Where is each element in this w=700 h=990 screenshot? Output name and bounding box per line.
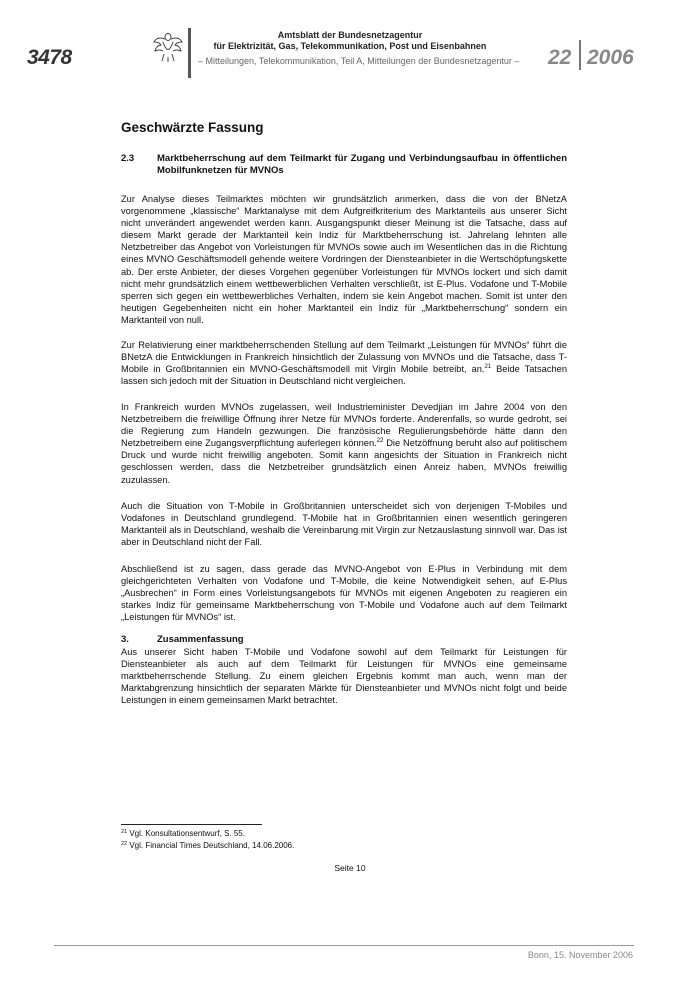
journal-subtitle: für Elektrizität, Gas, Telekommunikation, Post und Eisenbahnen (213, 41, 487, 51)
footer-date: Bonn, 15. November 2006 (527, 950, 633, 960)
paragraph-3 (121, 401, 567, 486)
footnote-22 (121, 841, 294, 850)
paragraph-3-text-b: Die Netzöffnung beruht also auf politischem Druck und wurde nicht freiwillig angeboten. Somit kann angesichts der Situation in Frankreich nicht geschlossen werden, dass die Netzbetreiber grundsätzlich einen Anreiz haben, MVNOs freiwillig zuzulassen. (121, 438, 567, 485)
paragraph-4: Auch die Situation von T-Mobile in Großbritannien unterscheidet sich von derjenigen T-Mobiles und Vodafones in Deutschland grundlegend. T-Mobile hat in Großbritannien einen wesentlich geringeren Marktanteil als in Deutschland, weshalb die Vereinbarung mit Virgin zur Netzauslastung sinnvoll war. Das ist aber in Deutschland nicht der Fall. (121, 501, 567, 548)
footnote-number: 21 (121, 829, 128, 835)
paragraph-2-text-a: Zur Relativierung einer marktbeherrschenden Stellung auf dem Teilmarkt „Leistungen für MVNOs“ führt die BNetzA die Entwicklungen in Frankreich hinsichtlich der Zulassung von MVNOs und die Tatsache, dass T-Mobile in Großbritannien ein MVNO-Geschäftsmodell mit Virgin Mobile betreibt, an. (121, 340, 567, 375)
footnote-21 (121, 829, 245, 838)
header-divider-right (579, 40, 581, 70)
paragraph-3-text-a: In Frankreich wurden MVNOs zugelassen, weil Industrieminister Devedjian im Jahre 2004 von den Netzbetreibern die freiwillige Öffnung ihrer Netze für MVNOs forderte. Anderenfalls, so wurde gedroht, sei die Regierung zum Handeln gezwungen. Die französische Regulierungsbehörde hätte dann den Netzbetreibern eine Zugangsverpflichtung auferlegen können. (121, 402, 567, 449)
footer-divider (54, 945, 634, 946)
paragraph-5: Abschließend ist zu sagen, dass gerade das MVNO-Angebot von E-Plus in Verbindung mit dem gleichgerichteten Verhalten von Vodafone und T-Mobile, die keine Notwendigkeit sehen, auf E-Plus „Ausbrechen“ in Form eines Vorleistungsangebots für MVNOs mit eigenen Angeboten zu reagieren ein starkes Indiz für gemeinsame Marktbeherrschung von T-Mobile und Vodafone auch auf dem Teilmarkt „Leistungen für MVNOs“ ist. (121, 564, 567, 623)
paragraph-1: Zur Analyse dieses Teilmarktes möchten wir grundsätzlich anmerken, dass die von der BNetzA vorgenommene „klassische“ Marktanalyse mit dem Aufgreifkriterium des Marktanteils aus unserer Sicht nicht unverändert angewendet werden kann. Ausgangspunkt dieser Meinung ist die Tatsache, dass auf diesem Markt gerade der Marktanteil kein Indiz für Marktbeherrschung ist. Jahrelang lehnten alle Netzbetreiber das Angebot von Vorleistungen für MVNOs sowie auch im Wesentlichen das in die Richtung eines MVNO Geschäftsmodell gehende weitere Vordringen der Diensteanbieter in die Wertschöpfungskette ab. Der erste Anbieter, der dieses Vorgehen gegenüber Vorleistungen für MVNOs lockert und sich damit nicht mehr grundsätzlich einem wettbewerblichen Verhalten verschließt, ist E-Plus. Vodafone und T-Mobile sperren sich gegen ein wettbewerbliches Verhalten, indem sie kein Angebot machen. Somit ist unter den heutigen Gegebenheiten nicht ein hoher Marktanteil ein Indiz für „Marktbeherrschung“ sondern ein Marktanteil von null. (121, 194, 567, 325)
paragraph-6: Aus unserer Sicht haben T-Mobile und Vodafone sowohl auf dem Teilmarkt für Leistungen für Diensteanbieter als auch auf dem Teilmarkt für Leistungen für MVNOs eine gemeinsame marktbeherrschende Stellung. Zu einem gleichen Ergebnis kommt man auch, wenn man der Marktabgrenzung hinsichtlich der separaten Märkte für Diensteanbieter und MVNOs nicht folgt und beide Leistungen in einem gemeinsamen Markt betrachtet. (121, 647, 567, 706)
section-title: Marktbeherrschung auf dem Teilmarkt für Zugang und Verbindungsaufbau in öffentlichen Mobilfunknetzen für MVNOs (157, 153, 567, 176)
footnote-text: Vgl. Financial Times Deutschland, 14.06.2006. (127, 841, 295, 850)
footnote-divider (121, 824, 262, 825)
document-heading: Geschwärzte Fassung (121, 120, 264, 135)
inner-page-number: Seite 10 (334, 863, 366, 873)
footnote-number: 22 (121, 841, 128, 847)
federal-eagle-icon (153, 30, 183, 63)
footnote-text: Vgl. Konsultationsentwurf, S. 55. (127, 829, 245, 838)
footnote-ref-21: 21 (484, 364, 492, 371)
issue-year: 2006 (587, 46, 634, 69)
journal-section: – Mitteilungen, Telekommunikation, Teil A, Mitteilungen der Bundesnetzagentur – (198, 56, 520, 66)
paragraph-2-text-b: Beide Tatsachen lassen sich jedoch mit der Situation in Deutschland nicht vergleichen. (121, 364, 567, 387)
paragraph-2 (121, 339, 567, 387)
header-divider-left (188, 28, 191, 78)
summary-number: 3. (121, 634, 129, 645)
issue-number: 22 (548, 46, 572, 69)
summary-title: Zusammenfassung (157, 634, 244, 645)
section-number: 2.3 (121, 153, 135, 164)
footnote-ref-22: 22 (376, 438, 384, 445)
journal-title: Amtsblatt der Bundesnetzagentur (277, 30, 423, 40)
page-number: 3478 (27, 46, 72, 69)
